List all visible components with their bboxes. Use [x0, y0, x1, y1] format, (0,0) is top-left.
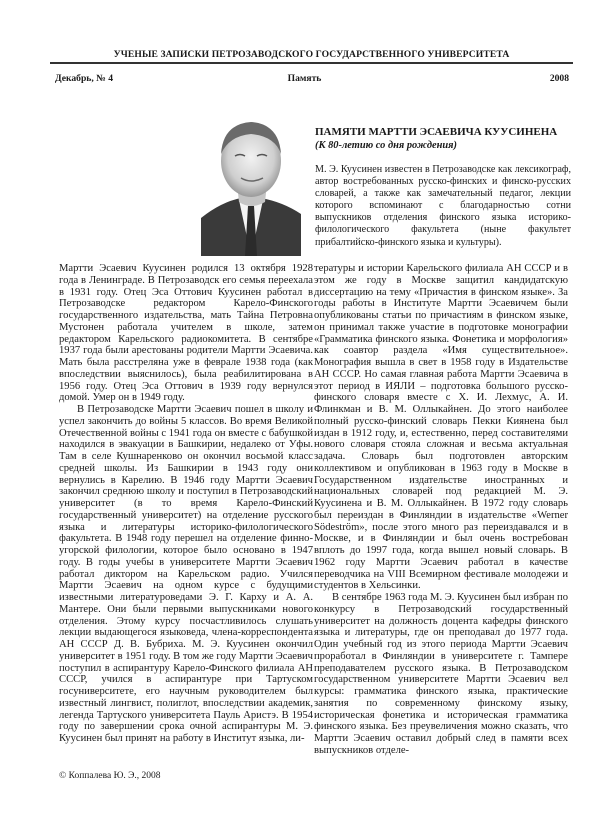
- issue-label: Декабрь, № 4: [55, 73, 113, 84]
- article-abstract: М. Э. Куусинен известен в Петрозаводске как лексикограф, автор востребованных русско-финских и финско-русских словарей, а также как замечательный педагог, лекции которого вспоминают с благодарностью сотни выпускников отделения финского языка историко-филологического факультета (ныне факультет прибалтийско-финского языка и культуры).: [315, 164, 571, 248]
- paragraph: Мартти Эсаевич Куусинен родился 13 октября 1928 года в Ленинграде. В Петрозаводск его семья переехала в 1931 году. Отец Эса Оттович Куусинен работал в Петрозаводске редактором Карело-Финского государственного издательства, мать Тайна Петровна Мустонен работала учителем в школе, затем редактором Карельского радиокомитета. В сентябре 1937 года были арестованы родители Мартти Эсаевича. Мать была расстреляна уже в феврале 1938 года (как впоследствии выяснилось), была реабилитирована в 1956 году. Отец Эса Оттович в 1939 году вернулся домой. Умер он в 1949 году.: [59, 263, 313, 404]
- body-column-right: [314, 263, 568, 757]
- article-subtitle: (К 80-летию со дня рождения): [315, 140, 457, 151]
- article-title: ПАМЯТИ МАРТТИ ЭСАЕВИЧА КУУСИНЕНА: [315, 126, 558, 138]
- journal-title: УЧЕНЫЕ ЗАПИСКИ ПЕТРОЗАВОДСКОГО ГОСУДАРСТВЕННОГО УНИВЕРСИТЕТА: [113, 49, 510, 60]
- body-column-left: [59, 263, 313, 745]
- paragraph: тературы и истории Карельского филиала АН СССР и в этом же году в Москве защитил кандидатскую диссертацию на тему «Причастия в финском языке». За годы работы в Институте Мартти Эсаевичем были опубликованы статьи по причастиям в финском языке, он принимал также участие в подготовке монографии «Грамматика финского языка. Фонетика и морфология» как соавтор раздела «Имя существительное». Монография вышла в свет в 1958 году в Издательстве АН СССР. Но самая главная работа Мартти Эсаевича в этот период в ИЯЛИ – подготовка большого русско-финского словаря вместе с Х. И. Лехмус, А. И. Флинкман и В. М. Оллыкайнен. До этого наиболее полный русско-финский словарь Пекки Киянена был издан в 1912 году, и, естественно, перед составителями нового словаря стояла сложная и весьма актуальная задача. Словарь был подготовлен авторским коллективом и опубликован в 1963 году в Москве в Государственном издательстве иностранных и национальных словарей под редакцией М. Э. Куусинена и В. М. Оллыкайнен. В 1972 году словарь был переиздан в Финляндии в издательстве «Werner Södeström», после этого много раз переиздавался и в Москве, и в Финляндии и был очень востребован вплоть до 1997 года, когда вышел новый словарь. В 1962 году Мартти Эсаевич работал в качестве переводчика на VIII Всемирном фестивале молодежи и студентов в Хельсинки.: [314, 263, 568, 592]
- portrait-photo: [201, 106, 301, 256]
- copyright-notice: © Коппалева Ю. Э., 2008: [59, 771, 161, 781]
- section-label: Память: [287, 73, 322, 84]
- paragraph: В Петрозаводске Мартти Эсаевич пошел в школу и успел закончить до войны 5 классов. Во время Великой Отечественной войны с 1941 года он вместе с бабушкой находился в эвакуации в Башкирии, недалеко от Уфы. Там в селе Кушнаренково он окончил восьмой класс средней школы. Из Башкирии в 1943 году они вернулись в Карелию. В 1946 году Мартти Эсаевич закончил среднюю школу и поступил в Петрозаводский университет (в то время Карело-Финский государственный университет) на отделение русского языка и литературы историко-филологического факультета. В 1948 году перешел на отделение финно-угорской филологии, которое было основано в 1947 году. В годы учебы в университете Мартти Эсаевич работал диктором на Карельском радио. Учился Мартти Эсаевич на одном курсе с будущими известными литературоведами Э. Г. Карху и А. А. Мантере. Они были первыми выпускниками нового отделения. Этому курсу посчастливилось слушать лекции выдающегося языковеда, члена-корреспондента АН СССР Д. В. Бубриха. М. Э. Куусинен окончил университет в 1951 году. В том же году Мартти Эсаевич поступил в аспирантуру Карело-Финского филиала АН СССР, учился в аспирантуре при Тартуском госуниверситете, его научным руководителем был известный лингвист, полиглот, впоследствии академик, легенда Тартуского университета Пауль Аристэ. В 1954 году по завершении срока очной аспирантуры М. Э. Куусинен был принят на работу в Институт языка, ли-: [59, 404, 313, 744]
- header-rule: [50, 62, 573, 64]
- year-label: 2008: [549, 73, 569, 84]
- paragraph: В сентябре 1963 года М. Э. Куусинен был избран по конкурсу в Петрозаводский государственный университет на должность доцента кафедры финского языка и литературы, где он преподавал до 1977 года. Один учебный год из этого периода Мартти Эсаевич проработал в Финляндии в университете г. Тампере преподавателем русского языка. В Петрозаводском государственном университете Мартти Эсаевич вел курсы: грамматика финского языка, практические занятия по современному финскому языку, историческая фонетика и историческая грамматика финского языка. Без преувеличения можно сказать, что Мартти Эсаевич оставил добрый след в памяти всех выпускников отделе-: [314, 592, 568, 756]
